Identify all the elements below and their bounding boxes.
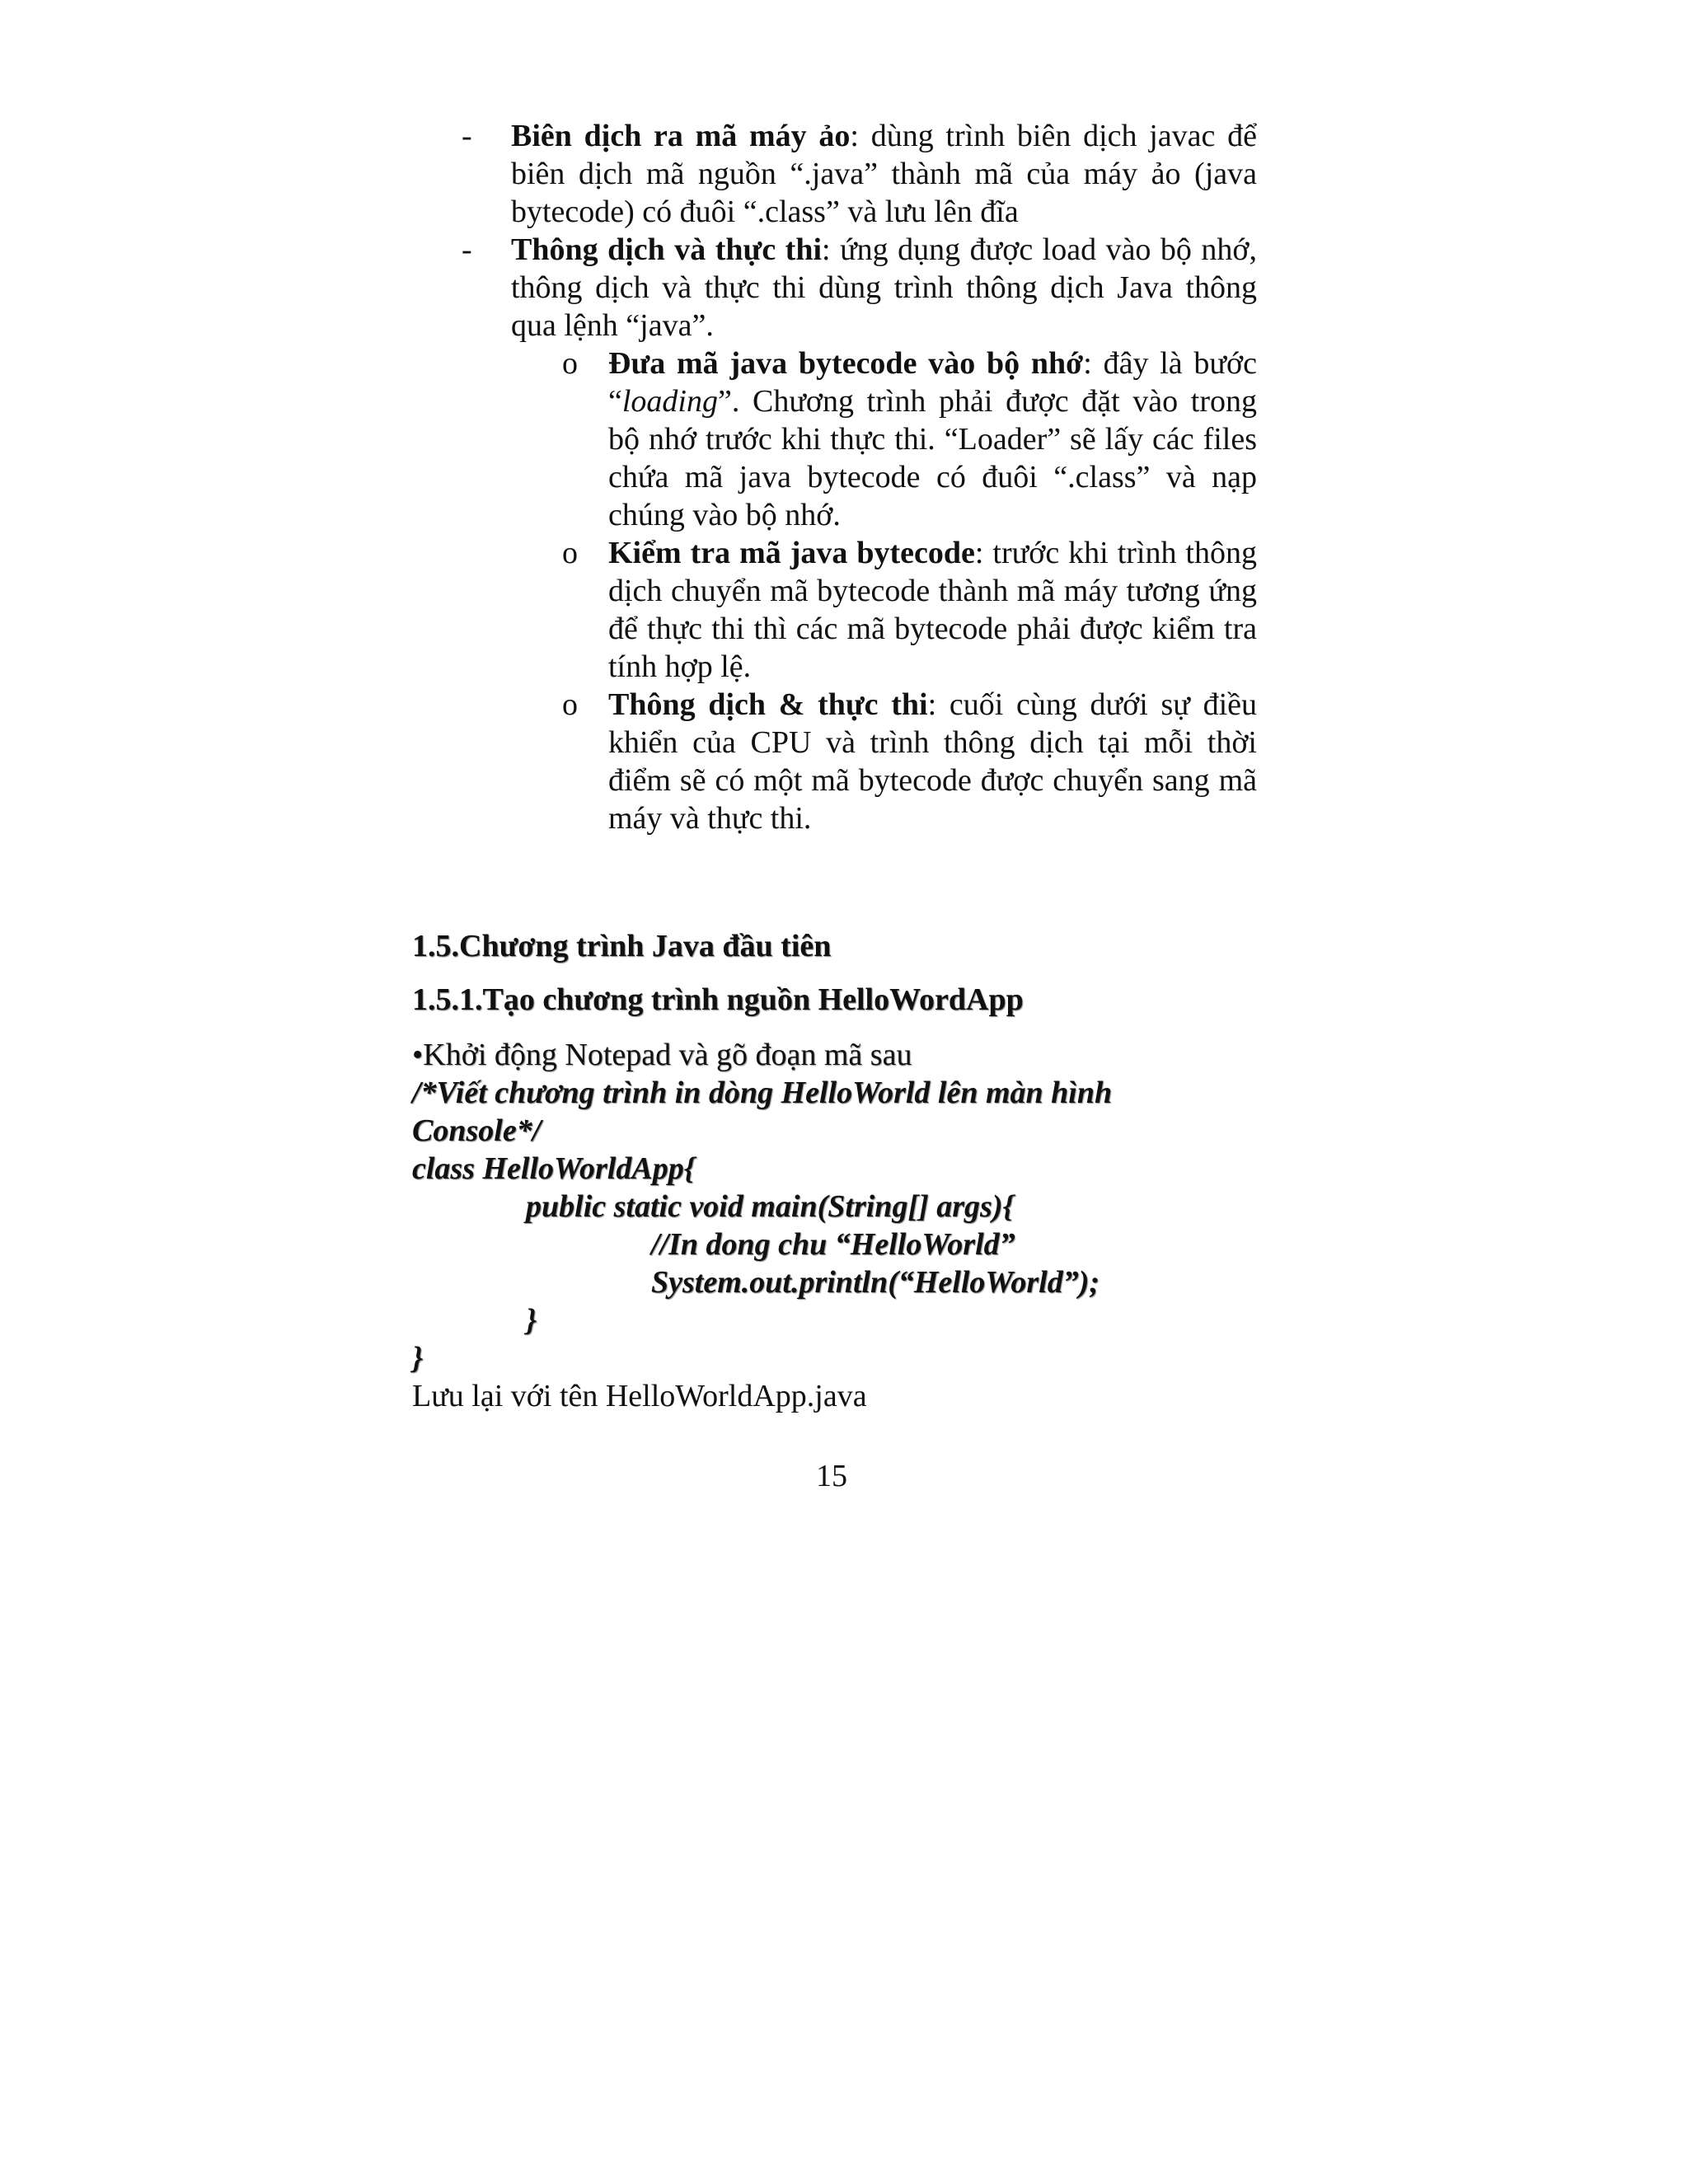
section-heading: 1.5.Chương trình Java đầu tiên [412, 929, 832, 963]
sub-bullet-execute [608, 686, 1257, 837]
bullet-text: : dùng trình biên dịch javac để biên dịch mã nguồn “.java” thành mã của máy ảo (java bytecode) có đuôi “.class” và lưu lên đĩa [511, 119, 1257, 229]
sub-bullet-verify [608, 534, 1257, 686]
code-close-class: } [412, 1341, 424, 1376]
code-class-decl: class HelloWorldApp{ [412, 1151, 695, 1186]
code-close-main: } [526, 1303, 537, 1338]
sub-bullet-term: Thông dịch & thực thi [608, 687, 928, 722]
code-main-decl: public static void main(String[] args){ [526, 1189, 1014, 1224]
circle-marker: o [562, 687, 578, 722]
subsection-heading: 1.5.1.Tạo chương trình nguồn HelloWordApp [412, 982, 1024, 1017]
bullet-text: : ứng dụng được load vào bộ nhớ, thông dịch và thực thi dùng trình thông dịch Java thông qua lệnh “java”. [511, 232, 1257, 343]
bullet-compile [511, 117, 1257, 231]
sub-bullet-italic: loading [621, 384, 718, 419]
save-note: Lưu lại với tên HelloWorldApp.java [412, 1379, 867, 1413]
code-comment-line-1: /*Viết chương trình in dòng HelloWorld lên màn hình [412, 1076, 1113, 1110]
code-comment-line-2: Console*/ [412, 1113, 542, 1148]
sub-bullet-term: Đưa mã java bytecode vào bộ nhớ [608, 346, 1084, 381]
sub-bullet-term: Kiểm tra mã java bytecode [608, 536, 975, 570]
code-println: System.out.println(“HelloWorld”); [651, 1265, 1100, 1300]
circle-marker: o [562, 346, 578, 381]
bullet-interpret [511, 231, 1257, 344]
page-number: 15 [816, 1459, 847, 1493]
dash-marker: - [462, 232, 472, 267]
sub-bullet-loading [608, 344, 1257, 534]
circle-marker: o [562, 536, 578, 570]
sub-bullet-text-end: ”. Chương trình phải được đặt vào trong bộ nhớ trước khi thực thi. “Loader” sẽ lấy các files chứa mã java bytecode có đuôi “.class” và nạp chúng vào bộ nhớ. [608, 384, 1257, 532]
code-inline-comment: //In dong chu “HelloWorld” [651, 1227, 1015, 1262]
sub-bullet-text: : cuối cùng dưới sự điều khiển của CPU và trình thông dịch tại mỗi thời điểm sẽ có một mã bytecode được chuyển sang mã máy và thực thi. [608, 687, 1257, 836]
dash-marker: - [462, 119, 472, 153]
sub-bullet-text: : đây là bước “ [608, 346, 1257, 419]
intro-line: •Khởi động Notepad và gõ đoạn mã sau [412, 1038, 912, 1072]
bullet-term: Biên dịch ra mã máy ảo [511, 119, 851, 153]
bullet-term: Thông dịch và thực thi [511, 232, 823, 267]
sub-bullet-text: : trước khi trình thông dịch chuyển mã bytecode thành mã máy tương ứng để thực thi thì các mã bytecode phải được kiểm tra tính hợp lệ. [608, 536, 1257, 684]
